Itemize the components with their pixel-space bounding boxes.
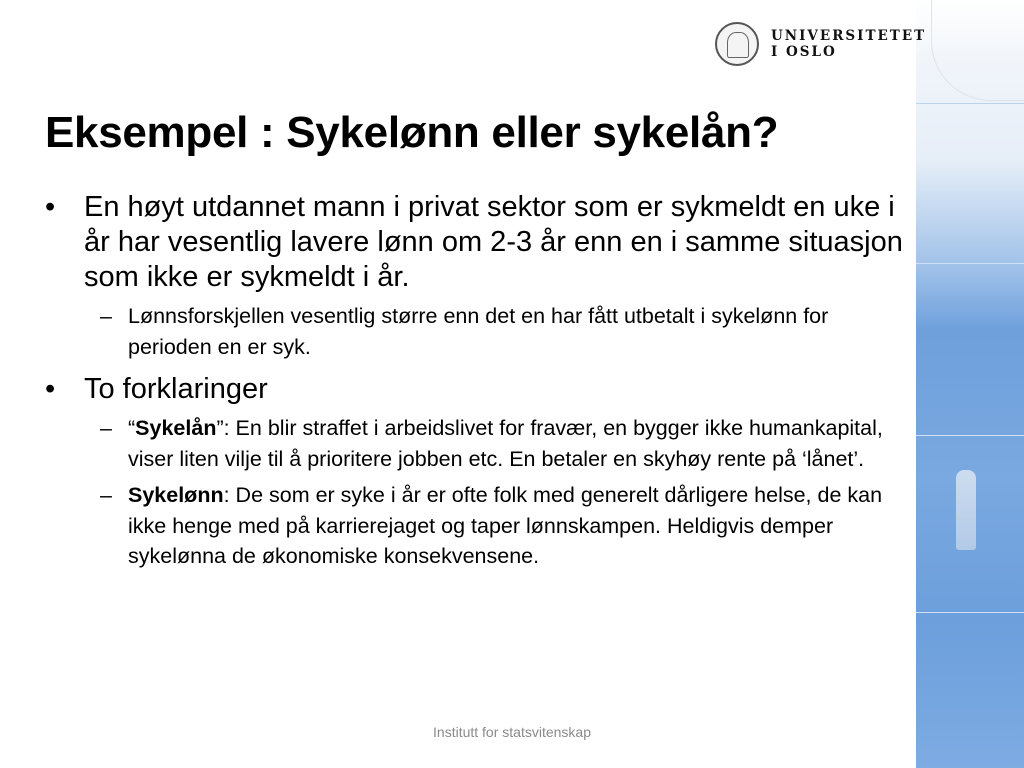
logo-line-1: UNIVERSITETET (771, 28, 927, 44)
sub-bullet-text: : De som er syke i år er ofte folk med generelt dårligere helse, de kan ikke henge med på karrierejaget og taper lønnskampen. Heldigvis demper sykelønna de økonomiske konsekvensene. (128, 483, 883, 568)
dash-marker: – (100, 416, 112, 440)
footer-text: Institutt for statsvitenskap (433, 724, 591, 740)
bullet-item (45, 190, 913, 295)
bullet-marker: • (45, 191, 56, 223)
dash-marker: – (100, 483, 112, 507)
strip-divider (916, 263, 1024, 264)
university-logo (715, 22, 926, 66)
term-sykelan: Sykelån (135, 416, 217, 440)
bullet-marker: • (45, 373, 56, 405)
term-sykelonn: Sykelønn (128, 483, 224, 507)
university-seal-icon (715, 22, 759, 66)
strip-divider (916, 435, 1024, 436)
logo-line-2: I OSLO (771, 44, 837, 60)
strip-divider (916, 103, 1024, 104)
slide-title: Eksempel : Sykelønn eller sykelån? (45, 108, 779, 157)
sub-bullet-text: Lønnsforskjellen vesentlig større enn det en har fått utbetalt i sykelønn for perioden en er syk. (128, 304, 829, 359)
bullet-text: To forklaringer (84, 373, 268, 405)
bullet-item (45, 372, 913, 407)
dash-marker: – (100, 304, 112, 328)
bullet-text: En høyt utdannet mann i privat sektor som er sykmeldt en uke i år har vesentlig lavere lønn om 2-3 år enn en i samme situasjon som ikke er sykmeldt i år. (84, 191, 903, 293)
sub-bullet-text: ”: En blir straffet i arbeidslivet for fravær, en bygger ikke humankapital, viser liten vilje til å prioritere jobben etc. En betaler en skyhøy rente på ‘lånet’. (128, 416, 883, 471)
strip-divider (916, 612, 1024, 613)
logo-wordmark (771, 28, 926, 60)
sub-bullet-item (45, 480, 913, 572)
sub-bullet-item (45, 301, 913, 362)
statue-head-illustration (931, 0, 1024, 101)
statue-figure-illustration (956, 470, 976, 550)
open-quote: “ (128, 416, 136, 440)
decorative-side-strip (916, 0, 1024, 768)
slide-body (45, 190, 913, 578)
sub-bullet-item (45, 413, 913, 474)
